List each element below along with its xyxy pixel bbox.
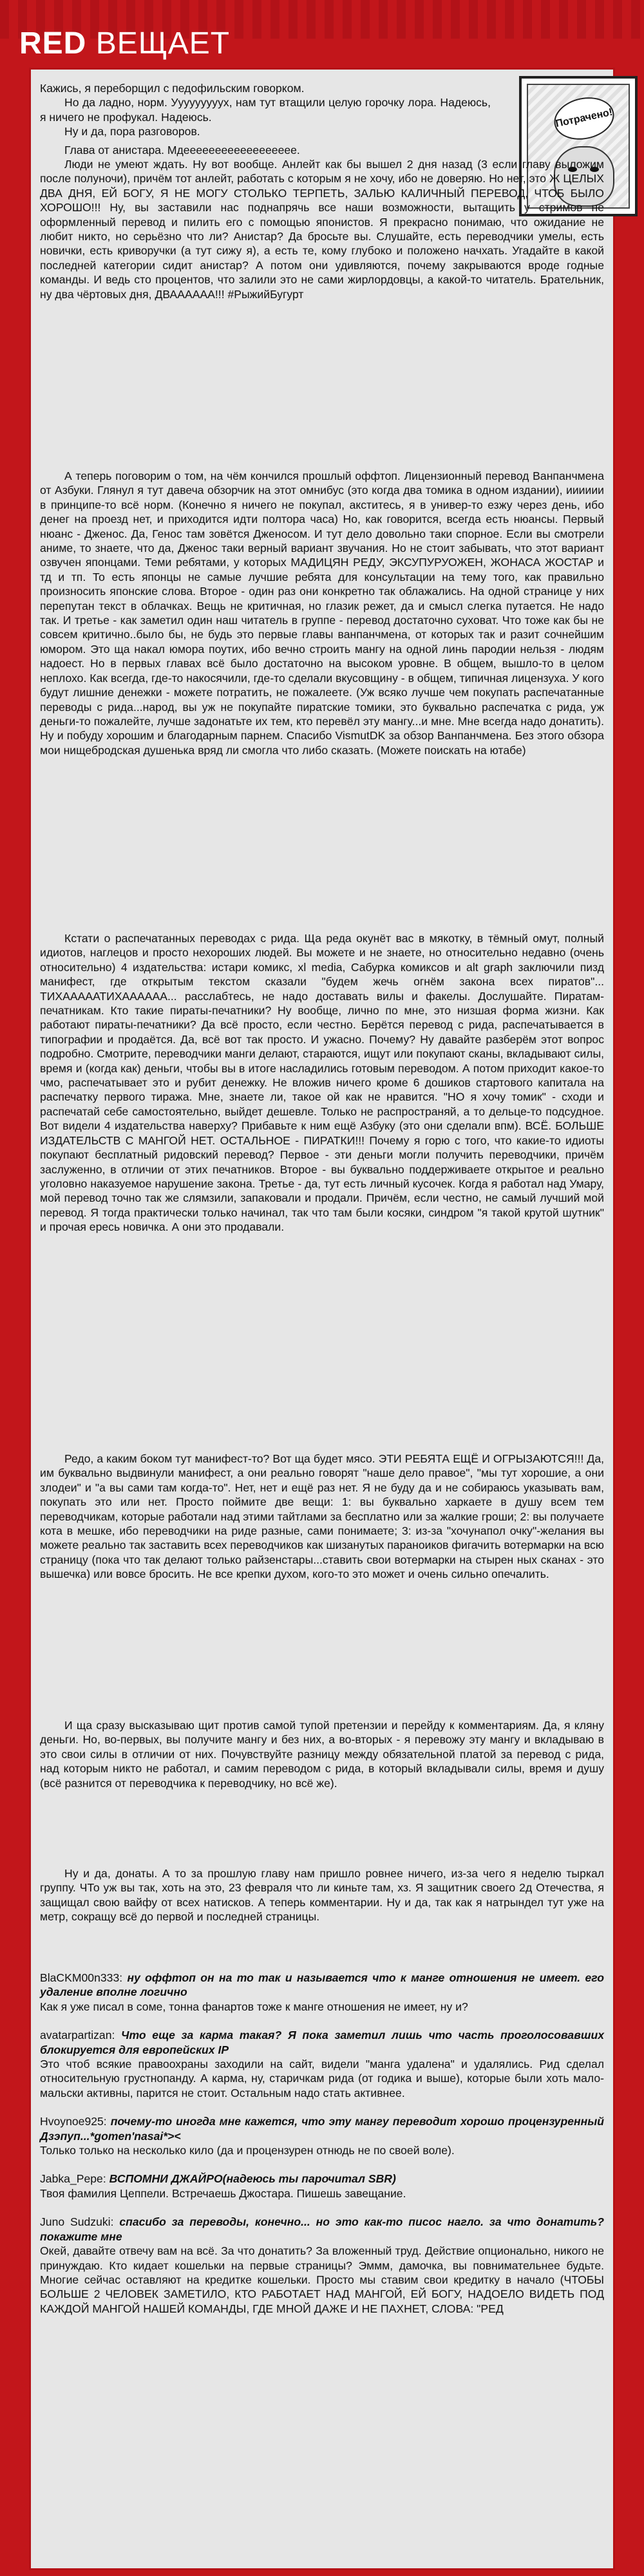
comment-4: [40, 2172, 604, 2201]
comment-5: [40, 2215, 604, 2316]
intro-line-2: Но да ладно, норм. Ууууууууух, нам тут втащили целую горочку лора. Надеюсь, я ничего не профукал. Надеюсь.: [40, 96, 491, 124]
comment-question: почему-то иногда мне кажется, что эту мангу переводит хорошо процензуренный Дзэпуп...*gomen'nasai*><: [40, 2115, 605, 2143]
title-rest: ВЕЩАЕТ: [95, 26, 231, 61]
comment-answer: Твоя фамилия Цеппели. Встречаешь Джостара. Пишешь завещание.: [40, 2186, 406, 2200]
paragraph-5: [40, 1718, 604, 1790]
p1-line-1: Глава от анистара. Мдееееееееееееееееее.: [64, 144, 300, 156]
p1-body: Люди не умеют ждать. Ну вот вообще. Анлейт как бы вышел 2 дня назад (3 если главу выложим после полуночи), причём тот анлейт, работать с которым я не хочу, ибо не доверяю. Но нет, это Ж ЦЕЛЫХ ДВА ДНЯ, ЕЙ БОГУ, Я НЕ МОГУ СТОЛЬКО ТЕРПЕТЬ, ЗАЛЬЮ КАЛИЧНЫЙ ПЕРЕВОД, ЧТОБ БЫЛО ХОРОШО!!! Ну, вы заставили нас поднапрячь все наши возможности, вытащить у стримов не оформленный перевод и пилить его с помощью японистов. Я прекрасно понимаю, что ожидание не любит никто, но серьёзно что ли? Анистар? Да бросьте вы. Слушайте, есть переводчики умелы, есть новички, есть криворучки (а тут сижу я), а есть те, кому глубоко и положено начхать. Угадайте в какой последней категории сидит анистар? А потом они удивляются, почему закрываются вроде годные команды. И ведь сто процентов, что залили это не сами жирлордовцы, а какой-то читатель. Брательник, ну два чёртовых дня, ДВАААААА!!! #РыжийБугурт: [40, 158, 604, 301]
comment-1: [40, 1971, 604, 2014]
comment-answer: Это чтоб всякие правоохраны заходили на сайт, видели "манга удалена" и удалялись. Рид сделал относительную грустнопанду. А карма, ну, старичкам рида (от годика и выше), которые были хоть мало-мальски активны, парится не стоит. Остальным надо стать активнее.: [40, 2058, 604, 2099]
intro-line-1: Кажись, я переборщил с педофильским говорком.: [40, 82, 305, 95]
paragraph-1-body: [40, 157, 604, 301]
comment-author: BlaCKM00n333:: [40, 1971, 123, 1984]
comment-author: avatarpartizan:: [40, 2029, 115, 2042]
comment-answer: Как я уже писал в соме, тонна фанартов тоже к манге отношения не имеет, ну и?: [40, 2000, 468, 2013]
paragraph-1: [40, 143, 491, 157]
p4-text: Редо, а каким боком тут манифест-то? Вот ща будет мясо. ЭТИ РЕБЯТА ЕЩЁ И ОГРЫЗАЮТСЯ!!! Да, им буквально выдвинули манифест, а они реально говорят "наше дело правое", "мы тут хорошие, а они злодеи" и "а вы сами там когда-то". Нет, нет и ещё раз нет. Я не буду да и не собираюсь указывать вам, покупать это или нет. Просто поймите две вещи: 1: вы буквально харкаете в душу всем тем переводчикам, которые работали над этими тайтлами за бесплатно или за жалкие гроши; 2: вы получаете кота в мешке, ибо переводчики на риде разные, сами понимаете; 3: из-за "хочунапол очку"-желания вы можете реально так заставить всех переводчиков как шизанутых параноиков фигачить вотермарки на всю страницу (пока что так делают только райзенстары...ставить свои вотермарки на стырен ных сканах - это вышечка) или вовсе бросить. Не все крепки духом, кого-то это может и очень сильно опечалить.: [40, 1452, 604, 1581]
comment-2: [40, 2028, 604, 2100]
page-title: [19, 26, 230, 61]
intro-line-3: Ну и да, пора разговоров.: [64, 125, 200, 138]
comment-author: Jabka_Pepe:: [40, 2172, 106, 2186]
comment-3: [40, 2114, 604, 2157]
comment-answer: Окей, давайте отвечу вам на всё. За что донатить? За вложенный труд. Действие опционально, никого не принуждаю. Кто кидает кошельки на первые страницы? Эммм, дамочка, вы повнимательнее будьте. Многие сейчас оставляют на кредитке кошельки. Просто мы ставим свои кредитку в начало (ЧТОБЫ БОЛЬШЕ 2 ЧЕЛОВЕК ЗАМЕТИЛО, КТО РАБОТАЕТ НАД МАНГОЙ, ЕЙ БОГУ, НАДОЕЛО ВИДЕТЬ ПОД КАЖДОЙ МАНГОЙ НАШЕЙ КОМАНДЫ, ГДЕ МНОЙ ДАЖЕ И НЕ ПАХНЕТ, СЛОВА: "РЕД: [40, 2244, 604, 2315]
comment-question: ну оффтоп он на то так и называется что к манге отношения не имеет. его удаление вполне логично: [40, 1971, 604, 1999]
comment-question: Что еще за карма такая? Я пока заметил лишь что часть проголосовавших блокируется для европейских IP: [40, 2029, 604, 2056]
p2-text: А теперь поговорим о том, на чём кончился прошлый оффтоп. Лицензионный перевод Ванпанчмена от Азбуки. Глянул я тут давеча обзорчик на этот омнибус (это когда два томика в одном издании), ииииии в принципе-то всё норм. (Конечно я ничего не покупал, акститесь, я в универ-то езжу через день, ибо денег на проезд нет, и приходится идти полтора часа) Но, как говорится, всегда есть нюансы. Первый нюанс - Дженос. Да, Генос там зовётся Дженосом. И тут дело довольно таки спорное. Если вы смотрели аниме, то знаете, что да, Дженос таки верный вариант звучания. Но не стоит забывать, что этот вариант озвучен японцами. Теми ребятами, у которых МАДИЦЯН РЕДУ, ЭКСУПУРУОЖЕН, ЖОНАСА ЖОСТАР и тд и тп. То есть японцы не самые лучшие ребята для консультации на тему того, как правильно произносить японские слова. Второе - один раз они конкретно так облажались. На одной странице у них перепутан текст в облачках. Вещь не критичная, но глазик режет, да и смысл слегка путается. Не надо так. И третье - как заметил один наш читатель в группе - перевод достаточно суховат. Что тоже как бы не совсем критично..было бы, не будь это первые главы ванпанчмена, от которых так и разит сочнейшим юмором. Это ща накал юмора поутих, ибо вечно строить мангу на одной линь пародии нельзя - людям надоест. Но в первых главах всё было достаточно на высоком уровне. В общем, вышло-то в целом неплохо. Как всегда, где-то накосячили, где-то сделали вкусовщину - в общем, типичная лицензуха. У кого будут лишние денежки - можете потратить, не пожалеете. (Уж всяко лучше чем покупать распечатанные переводы с рида...народ, вы уж не покупайте пиратские томики, это буквально распечатка с рида, уж деньги-то пожалейте, лучше задонатьте их тем, кто перевёл эту мангу...и мне. Мне всегда надо донатить). Ну и побуду хорошим и благодарным парнем. Спасибо VismutDK за обзор Ванпанчмена. Без этого обзора мои нищебродская душенька вряд ли смогла что либо сказать. (Можете поискать на ютабе): [40, 469, 604, 757]
comments-section: [40, 1971, 604, 2330]
header: [0, 0, 644, 64]
comment-answer: Только только на несколько кило (да и процензурен отнюдь не по своей воле).: [40, 2144, 455, 2157]
paragraph-6: [40, 1866, 604, 1924]
paragraph-2: [40, 469, 604, 757]
p6-text: Ну и да, донаты. А то за прошлую главу нам пришло ровнее ничего, из-за чего я неделю тыркал группу. ЧТо уж вы так, хоть на это, 23 февраля что ли киньте там, хз. Я защитник своего 2д Отечества, я защищал свою вайфу от всех натисков. А теперь комментарии. Ну и да, так как я натрындел тут уже на метр, сокращу всё до первой и последней страницы.: [40, 1867, 604, 1924]
logo-speech-bubble: Потрачено!: [550, 92, 618, 145]
paragraph-3: [40, 931, 604, 1235]
p5-text: И ща сразу высказываю щит против самой тупой претензии и перейду к комментариям. Да, я кляну деньги. Но, во-первых, вы получите мангу и без них, а во-вторых - я перевожу эту мангу и вкладываю в это свои силы в отличии от них. Почувствуйте разницу между обязательной платой за перевод с рида, над которым никто не работал, и самим переводом с рида, в который вкладывали силы, время и душу (всё разнится от переводчика к переводчику, но всё же).: [40, 1719, 604, 1790]
intro-block: [40, 81, 491, 153]
p3-text: Кстати о распечатанных переводах с рида. Ща реда окунёт вас в мякотку, в тёмный омут, полный идиотов, наглецов и просто нехороших людей. Вы можете и не знаете, но относительно недавно (очень относительно) 4 издательства: истари комикс, xl media, Сабурка комиксов и alt graph заключили пизд манифест, где открытым текстом сказали "будем жечь огнём закона всех пиратов"... ТИХАААААТИХАААААА... расслабтесь, не надо доставать вилы и факелы. Дослушайте. Пиратам-печатникам. Кто такие пираты-печатники? Ну вообще, лично по мне, это низшая форма жизни. Как работают пираты-печатники? Да всё просто, если честно. Берётся перевод с рида, распечатывается в типографии и продаётся. Да, всё вот так просто. И ужасно. Почему? Ну давайте разберём этот вопрос подробно. Смотрите, переводчики манги делают, стараются, ищут или покупают сканы, вкладывают силы, время и (когда как) деньги, чтобы вы в итоге насладились готовым переводом. А потом приходит какое-то чмо, распечатывает это и рубит денежку. Не вложив ничего кроме 6 дошиков стартового капитала на распечатку первого тиража. Мне, знаете ли, такое ой как не нравится. "НО я хочу томик" - сходи и распечатай себе самостоятельно, выйдет дешевле. Только не распространяй, а то дельце-то подсудное. Вот видели 4 издательства наверху? Прибавьте к ним ещё Азбуку (это они сделали впм). ВСЁ. БОЛЬШЕ ИЗДАТЕЛЬСТВ С МАНГОЙ НЕТ. ОСТАЛЬНОЕ - ПИРАТКИ!!! Почему я горю с того, что какие-то идиоты покупают бесплатный ридовский перевод? Первое - эти деньги могли получить переводчики, причём заслуженно, в отличии от этих печатников. Второе - вы буквально поддерживаете открытое и реально уголовно наказуемое нарушение закона. Третье - да, тут есть личный кусочек. Когда я работал над Умару, мой перевод точно так же слямзили, запаковали и продали. Причём, если честно, не самый лучший мой перевод. Я тогда практически только начинал, так что там были косяки, синдром "я такой крутой шутник" и прочая ересь новичка. А они это продавали.: [40, 932, 604, 1234]
comment-author: Hvoynoe925:: [40, 2115, 107, 2128]
paragraph-4: [40, 1452, 604, 1582]
comment-question: спасибо за переводы, конечно... но это как-то писос нагло. за что донатить? покажите мне: [40, 2215, 605, 2243]
comment-question: ВСПОМНИ ДЖАЙРО(надеюсь ты парочитал SBR): [109, 2172, 396, 2186]
title-bold: RED: [19, 26, 87, 61]
comment-author: Juno Sudzuki:: [40, 2215, 114, 2229]
